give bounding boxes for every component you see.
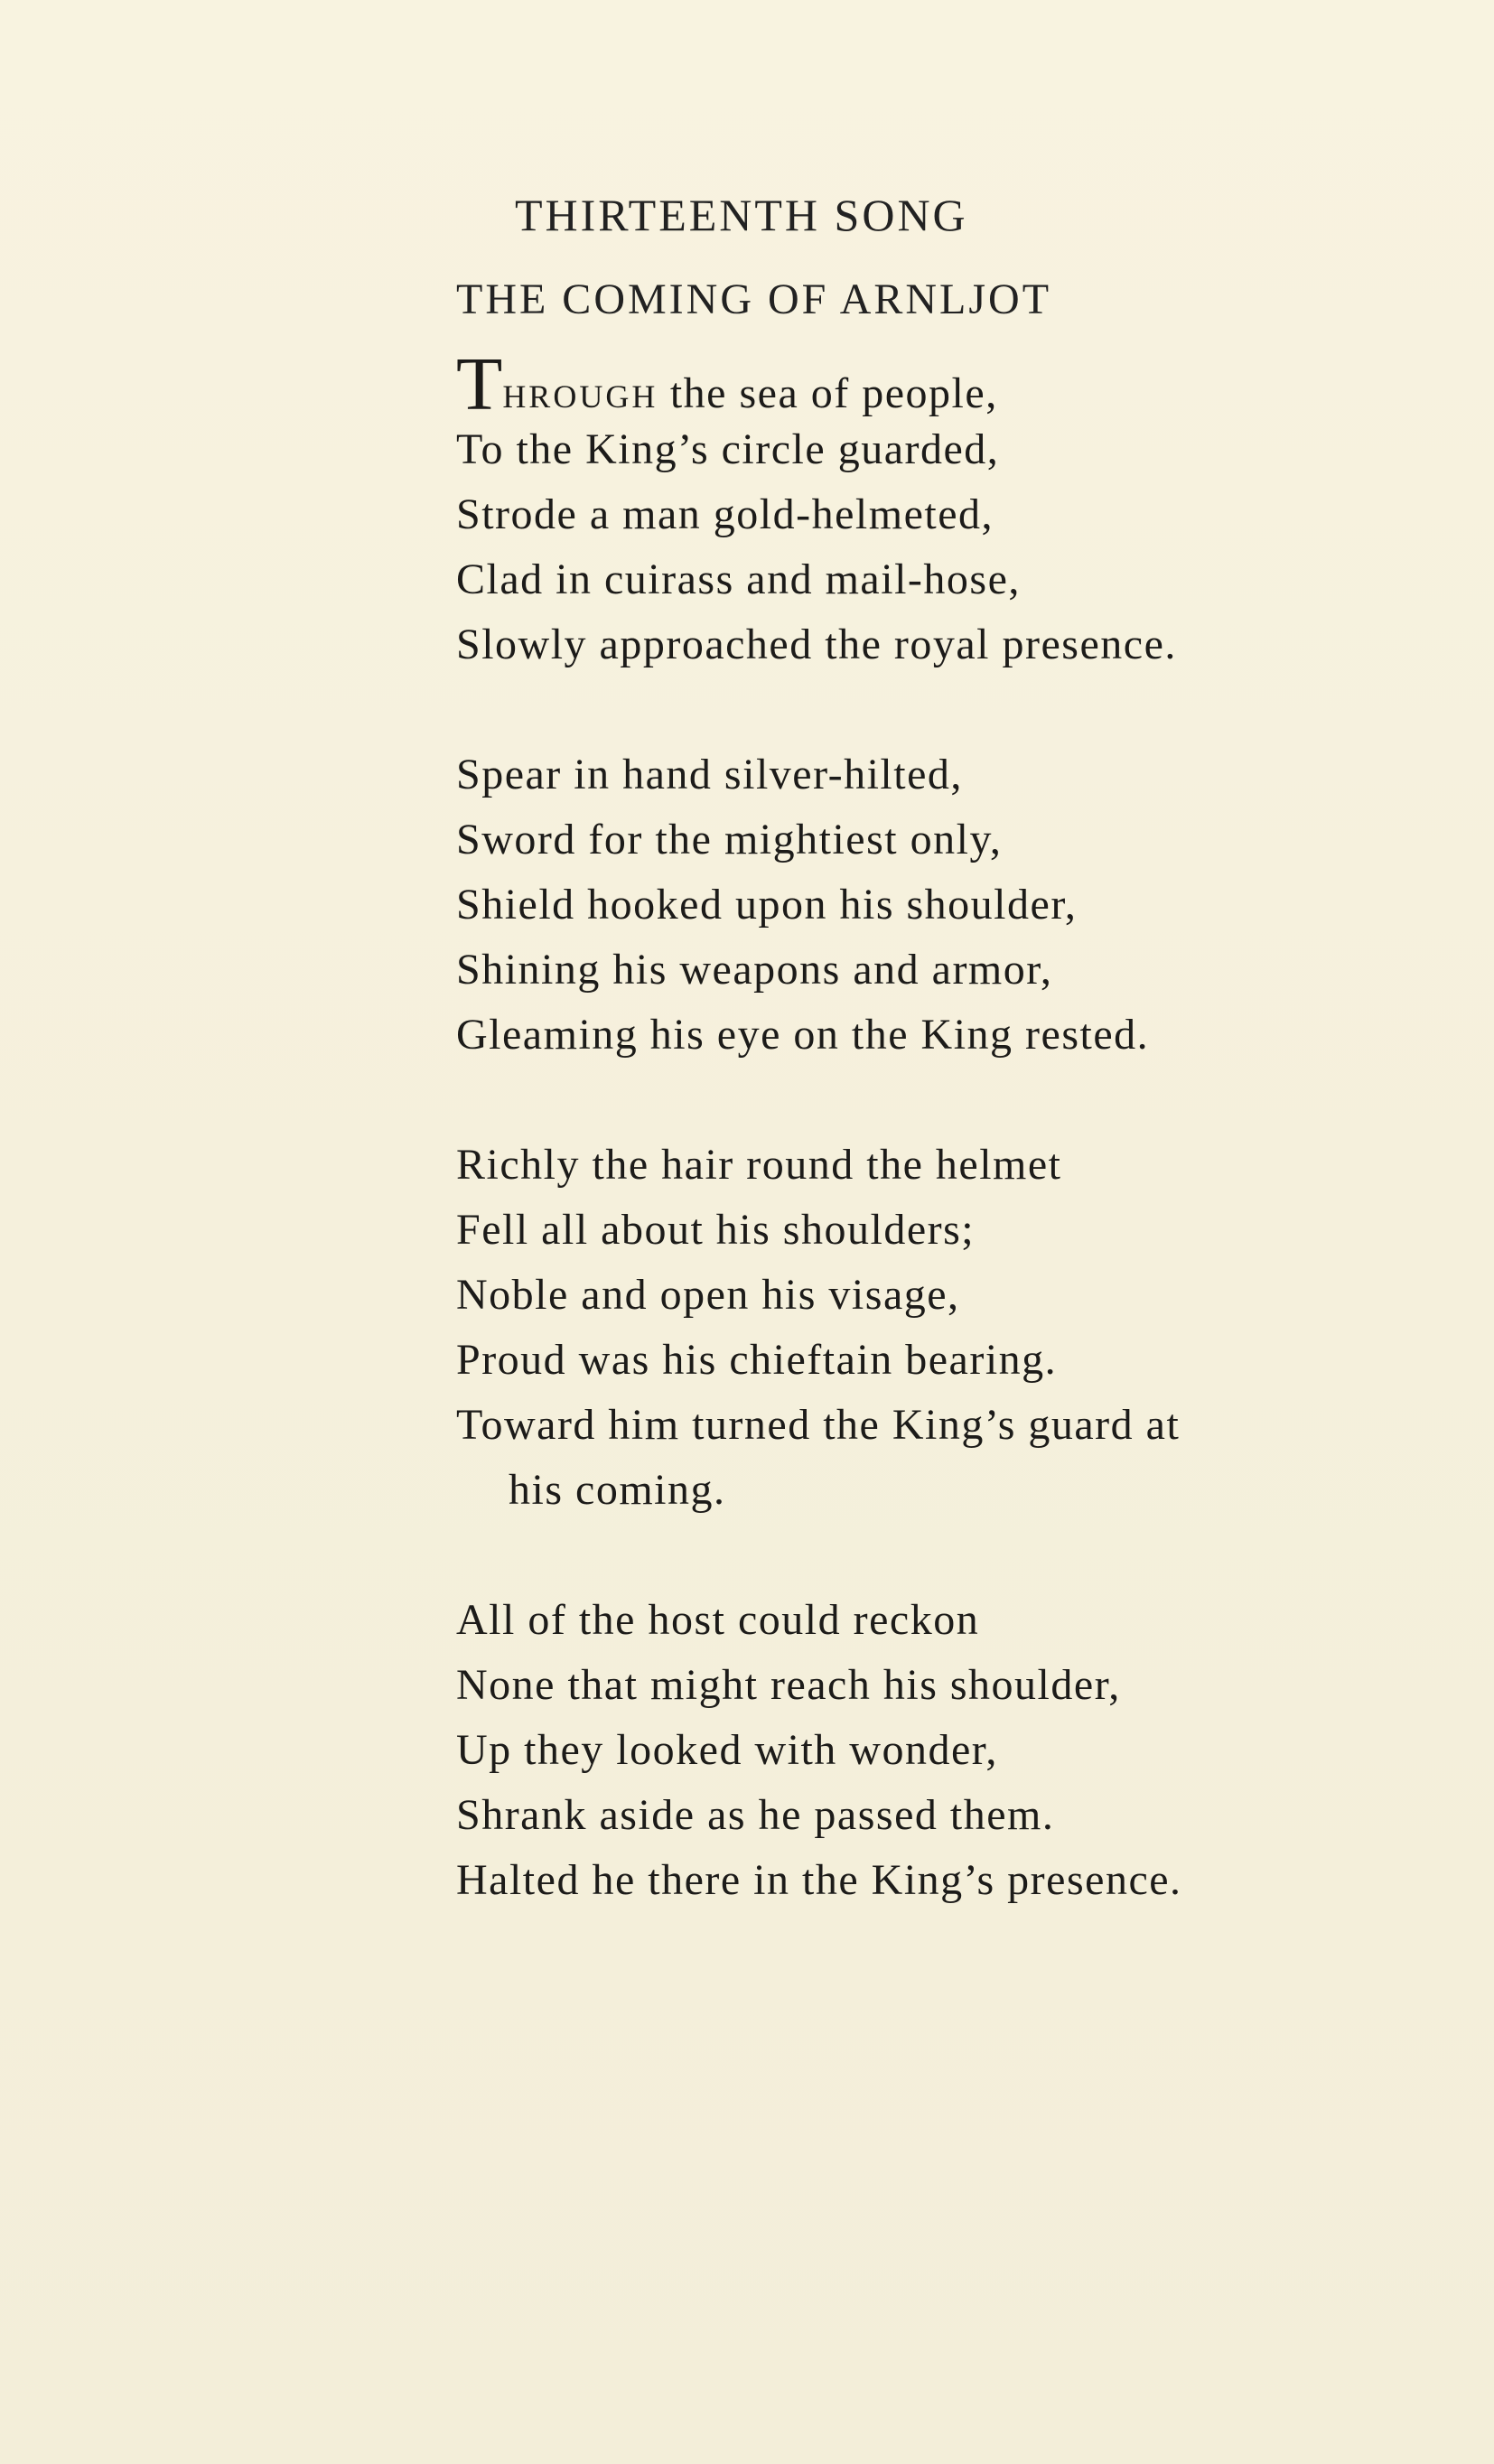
poem-body <box>456 342 1450 1978</box>
poem-line: Spear in hand silver-hilted, <box>456 751 963 798</box>
stanza-4 <box>456 1588 1450 1913</box>
poem-line: Proud was his chieftain bearing. <box>456 1336 1058 1384</box>
small-caps-word: HROUGH <box>502 378 658 415</box>
poem-line: Up they looked with wonder, <box>456 1726 998 1774</box>
drop-cap: T <box>456 342 503 426</box>
poem-line: Toward him turned the King’s guard at <box>456 1401 1181 1449</box>
poem-line: Fell all about his shoulders; <box>456 1206 976 1254</box>
poem-line: Slowly approached the royal presence. <box>456 621 1177 668</box>
poem-line-continuation: his coming. <box>509 1466 726 1514</box>
poem-line: None that might reach his shoulder, <box>456 1661 1121 1709</box>
poem-line: Shrank aside as he passed them. <box>456 1791 1055 1839</box>
poem-line: Noble and open his visage, <box>456 1271 960 1319</box>
poem-line: Sword for the mightiest only, <box>456 816 1003 863</box>
poem-line <box>456 342 1450 426</box>
song-title: THE COMING OF ARNLJOT <box>456 275 1052 323</box>
song-number-heading: THIRTEENTH SONG <box>515 190 968 240</box>
poem-line: To the King’s circle guarded, <box>456 425 1000 473</box>
poem-line-rest: the sea of people, <box>658 369 998 417</box>
poem-line: Clad in cuirass and mail-hose, <box>456 555 1021 603</box>
poem-line: Halted he there in the King’s presence. <box>456 1856 1182 1904</box>
poem-line: Strode a man gold-helmeted, <box>456 490 994 538</box>
stanza-3 <box>456 1133 1450 1523</box>
poem-line: Richly the hair round the helmet <box>456 1141 1062 1189</box>
poem-line: Gleaming his eye on the King rested. <box>456 1011 1150 1059</box>
stanza-2 <box>456 742 1450 1068</box>
poem-line: Shining his weapons and armor, <box>456 946 1053 994</box>
poem-line: All of the host could reckon <box>456 1596 980 1644</box>
stanza-1 <box>456 342 1450 677</box>
poem-line: Shield hooked upon his shoulder, <box>456 881 1078 929</box>
